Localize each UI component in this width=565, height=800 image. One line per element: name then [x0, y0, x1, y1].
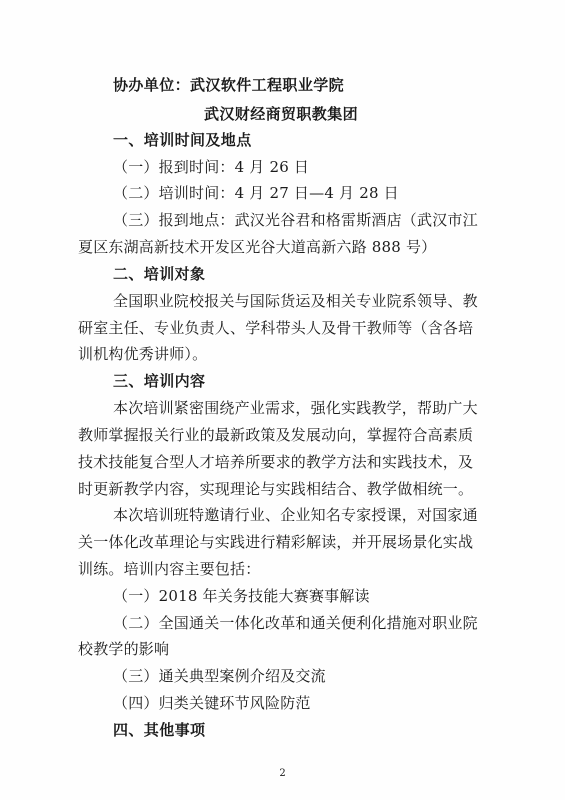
section3-p2-line-1: 本次培训班特邀请行业、企业知名专家授课，对国家通 [113, 506, 478, 524]
section1-item-3-line-2: 夏区东湖高新技术开发区光谷大道高新六路 888 号） [78, 238, 437, 256]
section3-item-1: （一）2018 年关务技能大赛赛事解读 [113, 587, 370, 605]
organizers-label-text: 协办单位： [113, 76, 191, 94]
section-heading-2: 二、培训对象 [113, 265, 206, 283]
organizers-label [113, 75, 344, 95]
section-heading-4: 四、其他事项 [113, 721, 206, 739]
section3-item-2-line-2: 校教学的影响 [78, 640, 170, 658]
section2-line-2: 研室主任、专业负责人、学科带头人及骨干教师等（含各培 [78, 319, 474, 337]
section1-item-1: （一）报到时间：4 月 26 日 [113, 158, 310, 176]
section3-p2-line-3: 训练。培训内容主要包括： [78, 560, 261, 578]
section-heading-3: 三、培训内容 [113, 372, 206, 390]
section3-p1-line-4: 时更新教学内容，实现理论与实践相结合、教学做相统一。 [78, 480, 474, 498]
section3-p1-line-1: 本次培训紧密围绕产业需求，强化实践教学，帮助广大 [113, 399, 478, 417]
section3-item-3: （三）通关典型案例介绍及交流 [113, 667, 326, 685]
section1-item-3-line-1: （三）报到地点：武汉光谷君和格雷斯酒店（武汉市江 [113, 211, 478, 229]
organizer-1: 武汉软件工程职业学院 [190, 76, 345, 94]
section3-item-4: （四）归类关键环节风险防范 [113, 694, 311, 712]
section3-p1-line-2: 教师掌握报关行业的最新政策及发展动向，掌握符合高素质 [78, 426, 474, 444]
section3-item-2-line-1: （二）全国通关一体化改革和通关便利化措施对职业院 [113, 614, 478, 632]
section2-line-3: 训机构优秀讲师）。 [78, 345, 208, 363]
section2-line-1: 全国职业院校报关与国际货运及相关专业院系领导、教 [113, 292, 478, 310]
section3-p2-line-2: 关一体化改革理论与实践进行精彩解读，并开展场景化实战 [78, 533, 474, 551]
section-heading-1: 一、培训时间及地点 [113, 131, 252, 149]
page-number: 2 [279, 768, 286, 779]
organizer-2: 武汉财经商贸职教集团 [204, 105, 359, 123]
section1-item-2: （二）培训时间：4 月 27 日—4 月 28 日 [113, 184, 399, 202]
section3-p1-line-3: 技术技能复合型人才培养所要求的教学方法和实践技术，及 [78, 453, 474, 471]
